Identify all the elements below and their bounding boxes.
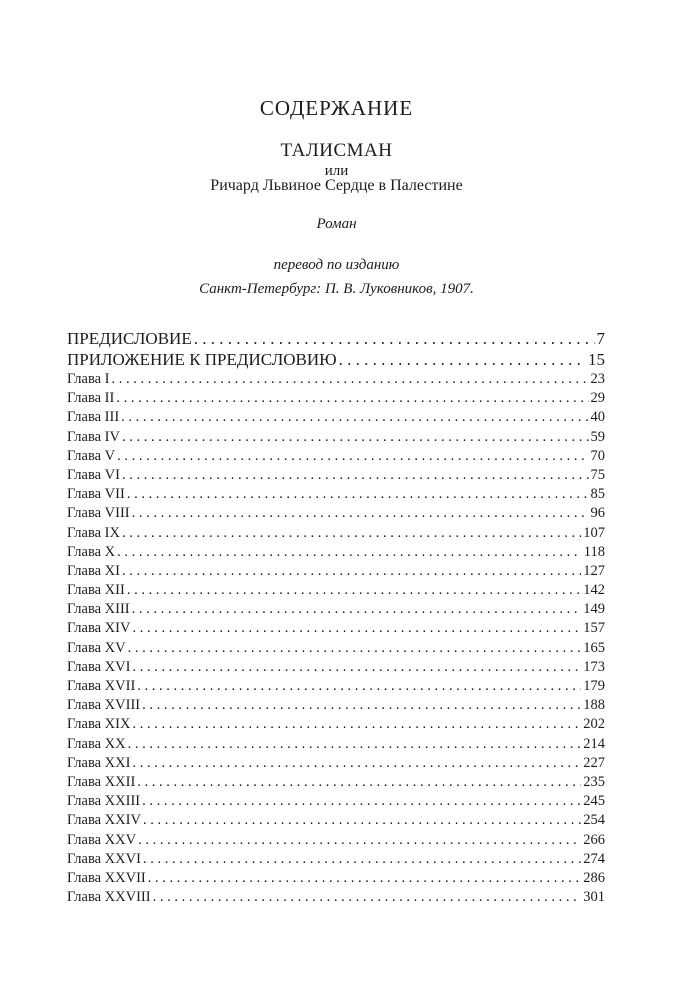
toc-entry[interactable]	[67, 696, 605, 715]
toc-entry[interactable]	[67, 811, 605, 830]
toc-entry-label: Глава X	[67, 543, 116, 560]
toc-entry-page: 40	[590, 409, 605, 426]
toc-entry-label: Глава XXVII	[67, 869, 146, 886]
toc-dot-leader	[128, 735, 582, 754]
toc-entry[interactable]	[67, 524, 605, 543]
toc-dot-leader	[112, 370, 589, 389]
toc-entry[interactable]	[67, 888, 605, 907]
toc-dot-leader	[122, 524, 581, 543]
toc-entry-label: Глава XII	[67, 582, 125, 599]
toc-entry-page: 23	[590, 371, 605, 387]
toc-entry-page: 157	[583, 620, 605, 637]
toc-dot-leader	[128, 639, 582, 658]
toc-entry-label: Глава XIX	[67, 716, 131, 733]
toc-dot-leader	[138, 831, 581, 850]
toc-entry-page: 59	[590, 428, 605, 445]
toc-entry[interactable]	[67, 715, 605, 734]
book-title: ТАЛИСМАН	[280, 140, 393, 161]
toc-entry-page: 274	[583, 850, 605, 867]
toc-dot-leader	[339, 349, 586, 370]
toc-entry-page: 245	[583, 793, 605, 810]
toc-dot-leader	[148, 869, 581, 888]
toc-entry-page: 254	[583, 812, 605, 829]
toc-entry-label: Глава XIII	[67, 601, 130, 618]
toc-entry[interactable]	[67, 600, 605, 619]
book-subtitle: Ричард Львиное Сердце в Палестине	[210, 177, 463, 194]
toc-entry-page: 173	[583, 658, 605, 675]
toc-dot-leader	[132, 619, 581, 638]
toc-entry-label: Глава VII	[67, 486, 125, 503]
toc-entry[interactable]	[67, 349, 605, 370]
toc-entry-label: Глава I	[67, 371, 110, 387]
toc-entry-page: 85	[590, 486, 605, 503]
toc-entry-label: ПРИЛОЖЕНИЕ К ПРЕДИСЛОВИЮ	[67, 350, 337, 369]
toc-entry[interactable]	[67, 485, 605, 504]
toc-entry[interactable]	[67, 677, 605, 696]
toc-entry-label: Глава XXV	[67, 831, 137, 848]
toc-entry-page: 15	[588, 350, 605, 369]
toc-entry[interactable]	[67, 328, 605, 349]
toc-entry-page: 96	[590, 505, 605, 522]
toc-entry-label: Глава V	[67, 447, 116, 464]
toc-entry-label: Глава IX	[67, 524, 120, 541]
toc-entry[interactable]	[67, 428, 605, 447]
toc-entry-page: 75	[590, 466, 605, 483]
toc-entry-label: Глава XVI	[67, 658, 131, 675]
toc-entry-page: 142	[583, 582, 605, 599]
toc-dot-leader	[122, 562, 581, 581]
title-conjunction: или	[324, 163, 349, 179]
toc-entry[interactable]	[67, 389, 605, 408]
toc-entry-page: 286	[583, 869, 605, 886]
toc-dot-leader	[122, 428, 589, 447]
toc-entry-page: 188	[583, 697, 605, 714]
toc-entry-label: Глава XXIII	[67, 793, 141, 810]
toc-dot-leader	[121, 408, 588, 427]
toc-dot-leader	[116, 389, 588, 408]
toc-entry[interactable]	[67, 792, 605, 811]
toc-entry[interactable]	[67, 619, 605, 638]
toc-entry[interactable]	[67, 562, 605, 581]
toc-dot-leader	[117, 447, 588, 466]
translation-note: перевод по изданию	[273, 257, 400, 273]
toc-entry[interactable]	[67, 639, 605, 658]
toc-entry-page: 227	[583, 754, 605, 771]
toc-entry-label: Глава II	[67, 390, 115, 407]
toc-entry-page: 266	[583, 831, 605, 848]
toc-dot-leader	[132, 754, 581, 773]
page-title: СОДЕРЖАНИЕ	[259, 96, 414, 120]
toc-dot-leader	[137, 773, 581, 792]
toc-entry[interactable]	[67, 869, 605, 888]
toc-entry-page: 165	[583, 639, 605, 656]
edition-info: Санкт-Петербург: П. В. Луковников, 1907.	[199, 281, 474, 297]
toc-dot-leader	[122, 466, 589, 485]
toc-entry-label: Глава XIV	[67, 620, 131, 637]
toc-entry-page: 29	[590, 390, 605, 407]
toc-entry-label: Глава XVII	[67, 678, 136, 694]
toc-entry[interactable]	[67, 466, 605, 485]
toc-dot-leader	[142, 696, 581, 715]
toc-entry-page: 118	[583, 543, 605, 560]
toc-entry-label: Глава XXIV	[67, 812, 141, 829]
toc-entry-label: Глава IV	[67, 428, 120, 445]
toc-entry-page: 214	[583, 735, 605, 752]
toc-entry[interactable]	[67, 754, 605, 773]
toc-entry[interactable]	[67, 370, 605, 389]
genre-label: Роман	[316, 216, 357, 232]
toc-entry-page: 107	[583, 524, 605, 541]
toc-dot-leader	[132, 658, 581, 677]
toc-dot-leader	[142, 792, 581, 811]
toc-dot-leader	[194, 328, 595, 349]
toc-entry[interactable]	[67, 658, 605, 677]
toc-entry-label: Глава XVIII	[67, 697, 141, 714]
toc-entry-page: 301	[583, 889, 605, 906]
toc-entry-page: 235	[583, 773, 605, 790]
toc-entry[interactable]	[67, 850, 605, 869]
toc-entry-label: ПРЕДИСЛОВИЕ	[67, 329, 192, 348]
toc-dot-leader	[132, 504, 589, 523]
toc-entry-label: Глава XXI	[67, 754, 131, 771]
toc-entry[interactable]	[67, 543, 605, 562]
toc-dot-leader	[127, 485, 589, 504]
toc-entry[interactable]	[67, 735, 605, 754]
toc-entry-label: Глава XXVIII	[67, 889, 151, 906]
toc-entry[interactable]	[67, 447, 605, 466]
table-of-contents	[67, 328, 605, 907]
toc-dot-leader	[132, 715, 581, 734]
toc-entry-label: Глава XI	[67, 562, 120, 579]
toc-entry-label: Глава VIII	[67, 505, 130, 522]
toc-entry-label: Глава XV	[67, 639, 126, 656]
toc-dot-leader	[132, 600, 582, 619]
toc-entry-label: Глава XXVI	[67, 850, 141, 867]
toc-entry-page: 7	[596, 329, 605, 348]
toc-dot-leader	[143, 811, 581, 830]
toc-entry-page: 149	[583, 601, 605, 618]
toc-entry-page: 202	[583, 716, 605, 733]
toc-entry-label: Глава XXII	[67, 773, 136, 790]
toc-dot-leader	[143, 850, 581, 869]
toc-entry-label: Глава III	[67, 409, 120, 426]
toc-dot-leader	[137, 677, 581, 696]
toc-dot-leader	[117, 543, 582, 562]
toc-dot-leader	[127, 581, 581, 600]
toc-entry[interactable]	[67, 408, 605, 427]
toc-entry-label: Глава XX	[67, 735, 126, 752]
toc-dot-leader	[153, 888, 582, 907]
toc-entry[interactable]	[67, 773, 605, 792]
toc-entry-page: 127	[583, 562, 605, 579]
toc-entry-page: 179	[583, 678, 605, 694]
toc-entry[interactable]	[67, 504, 605, 523]
toc-entry-label: Глава VI	[67, 466, 120, 483]
toc-entry-page: 70	[590, 447, 605, 464]
toc-entry[interactable]	[67, 581, 605, 600]
toc-entry[interactable]	[67, 831, 605, 850]
